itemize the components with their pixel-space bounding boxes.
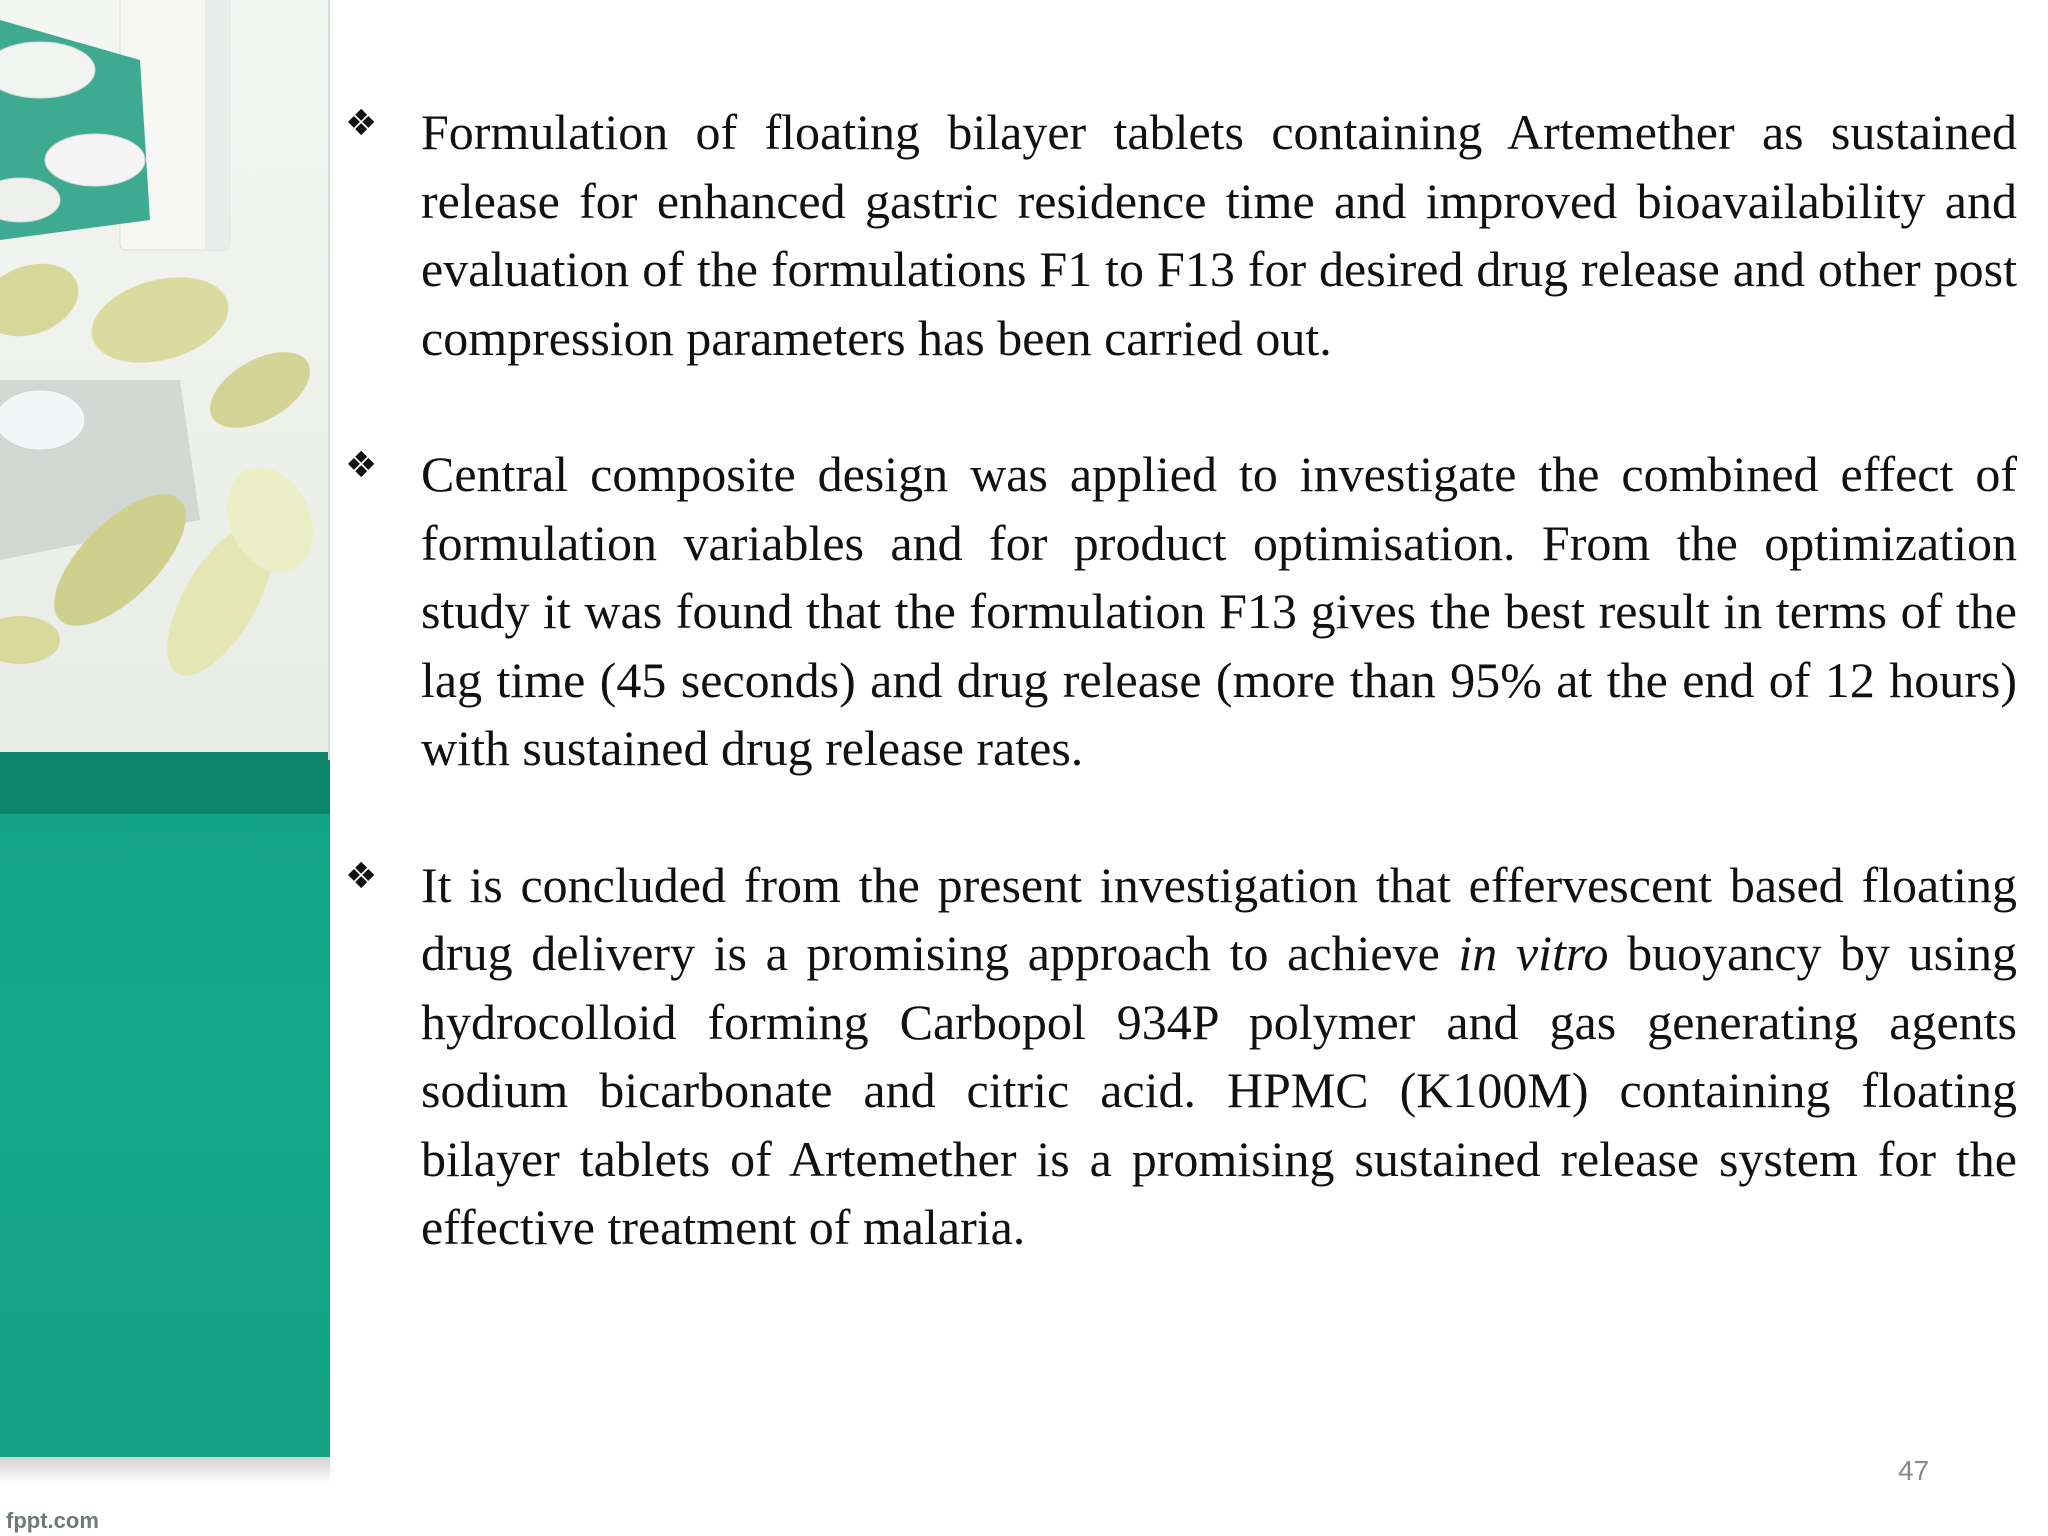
yellow-tablet <box>82 263 238 377</box>
bullet-text-italic: in vitro <box>1458 925 1609 981</box>
divider-line <box>328 0 330 760</box>
diamond-bullet-icon: ❖ <box>345 855 378 897</box>
bullet-item <box>345 98 2017 372</box>
yellow-tablet <box>0 251 89 349</box>
diamond-bullet-icon: ❖ <box>345 445 378 486</box>
pills-photo <box>0 0 330 752</box>
medicine-box-side <box>205 0 230 250</box>
diamond-bullet-icon: ❖ <box>345 103 378 144</box>
teal-side-panel <box>0 752 330 1457</box>
yellow-tablet <box>0 616 60 664</box>
bullet-text-part: buoyancy by using hydrocolloid forming Carbopol 934P polymer and gas generating agents sodium bicarbonate and citric acid. HPMC (K100M) containing floating bilayer tablets of Artemether is a promising sustained release system for the effective treatment of malaria. <box>421 925 2018 1255</box>
pills-illustration <box>0 0 330 752</box>
watermark-logo: fppt.com <box>6 1508 99 1533</box>
bullet-text: Formulation of floating bilayer tablets containing Artemether as sustained release for enhanced gastric residence time and improved bioavailability and evaluation of the formulations F1 to F13 for desired drug release and other post compression parameters has been carried out. <box>421 104 2017 366</box>
bullet-text: Central composite design was applied to investigate the combined effect of formulation variables and for product optimisation. From the optimization study it was found that the formulation F13 gives the best result in terms of the lag time (45 seconds) and drug release (more than 95% at the end of 12 hours) with sustained drug release rates. <box>421 446 2017 776</box>
white-tablet <box>45 134 145 186</box>
page-number: 47 <box>1898 1455 1930 1486</box>
slide-content <box>345 98 2017 1330</box>
teal-accent-band <box>0 752 330 814</box>
bullet-text-part: It is concluded from the present investigation that effervescent based floating drug delivery is a promising approach to achieve <box>421 856 2017 981</box>
yellow-tablet <box>197 337 322 444</box>
white-tablet <box>0 390 85 450</box>
panel-shadow <box>0 1457 330 1483</box>
bullet-text <box>421 851 2017 1262</box>
bullet-item <box>345 440 2017 783</box>
bullet-item <box>345 851 2017 1262</box>
